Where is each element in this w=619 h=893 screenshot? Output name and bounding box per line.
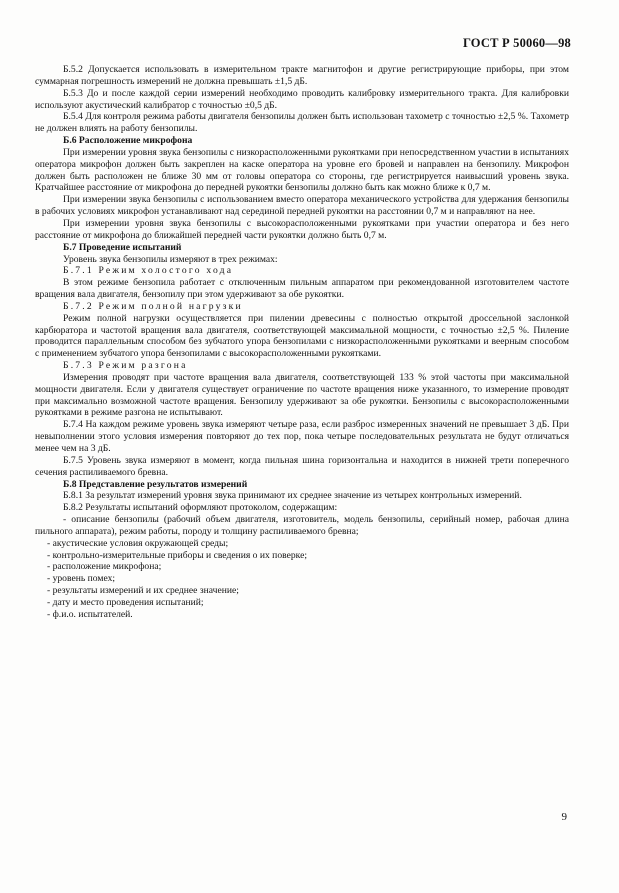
list-item: - расположение микрофона;	[47, 561, 162, 573]
paragraph-b-7-4: Б.7.4 На каждом режиме уровень звука измеряют четыре раза, если разброс измеренных значений не превышает 3 дБ. При невыполнении этого условия измерения повторяют до тех пор, пока четыре последовательных результата не будут отличаться менее чем на 3 дБ.	[35, 419, 569, 454]
paragraph-b-5-4: Б.5.4 Для контроля режима работы двигателя бензопилы должен быть использован тахометр с точностью ±2,5 %. Тахометр не должен влиять на работу бензопилы.	[35, 111, 569, 135]
list-item-description: - описание бензопилы (рабочий объем двигателя, изготовитель, модель бензопилы, серийный номер, рабочая длина пильного аппарата), режим работы, породу и толщину распиливаемого бревна;	[35, 514, 569, 537]
list-item: - уровень помех;	[47, 573, 116, 585]
paragraph-b-6-2: При измерении звука бензопилы с использованием вместо оператора механического устройства для удержания бензопилы в рабочих условиях микрофон устанавливают над серединой передней рукоятки на расстоянии 0,7 м и направляют на нее.	[35, 194, 569, 218]
subheading-b-7-1: Б.7.1 Режим холостого хода	[63, 265, 234, 277]
list-item: - акустические условия окружающей среды;	[47, 537, 229, 549]
list-item: - дату и место проведения испытаний;	[47, 596, 204, 608]
paragraph-b-7-intro: Уровень звука бензопилы измеряют в трех режимах:	[63, 253, 278, 265]
section-heading-b-6: Б.6 Расположение микрофона	[63, 135, 193, 147]
page-number: 9	[561, 811, 567, 823]
paragraph-b-7-5: Б.7.5 Уровень звука измеряют в момент, когда пильная шина горизонтальна и находится в нижней трети поперечного сечения распиливаемого бревна.	[35, 454, 569, 478]
document-header: ГОСТ Р 50060—98	[462, 36, 571, 50]
subheading-b-7-3: Б.7.3 Режим разгона	[63, 360, 188, 372]
list-item: - ф.и.о. испытателей.	[47, 608, 133, 620]
subheading-b-7-2: Б.7.2 Режим полной нагрузки	[63, 300, 243, 312]
document-body	[35, 64, 569, 621]
paragraph-b-7-3: Измерения проводят при частоте вращения вала двигателя, соответствующей 133 % этой частоты при максимальной мощности двигателя. Если у двигателя существует ограничение по частоте вращения ниже указанного, то измерение проводят при максимально возможной частоте вращения. Бензопилу удерживают за обе рукоятки. Бензопилы с высокорасположенными рукоятками в режиме разгона не испытывают.	[35, 371, 569, 419]
section-heading-b-8: Б.8 Представление результатов измерений	[63, 478, 248, 490]
paragraph-b-5-2: Б.5.2 Допускается использовать в измерительном тракте магнитофон и другие регистрирующие приборы, при этом суммарная погрешность измерений не должна превышать ±1,5 дБ.	[35, 64, 569, 87]
paragraph-b-8-2: Б.8.2 Результаты испытаний оформляют протоколом, содержащим:	[63, 502, 338, 514]
paragraph-b-6-3: При измерении уровня звука бензопилы с высокорасположенными рукоятками при участии оператора и без него расстояние от микрофона до ближайшей передней части рукоятки должно быть 0,7 м.	[35, 217, 569, 241]
paragraph-b-8-1: Б.8.1 За результат измерений уровня звука принимают их среднее значение из четырех контрольных измерений.	[63, 490, 522, 502]
list-item: - контрольно-измерительные приборы и сведения о их поверке;	[47, 549, 307, 561]
paragraph-b-5-3: Б.5.3 До и после каждой серии измерений необходимо проводить калибровку измерительного тракта. Для калибровки используют акустический калибратор с точностью ±0,5 дБ.	[35, 87, 569, 111]
paragraph-b-7-1: В этом режиме бензопила работает с отключенным пильным аппаратом при рекомендованной изготовителем частоте вращения вала двигателя, бензопилу при этом удерживают за обе рукоятки.	[35, 277, 569, 301]
section-heading-b-7: Б.7 Проведение испытаний	[63, 241, 182, 253]
list-item: - результаты измерений и их среднее значение;	[47, 585, 239, 597]
paragraph-b-6-1: При измерении уровня звука бензопилы с низкорасположенными рукоятками при непосредственном участии в испытаниях оператора микрофон должен быть закреплен на каске оператора на уровне его бровей и направлен на бензопилу. Микрофон должен быть расположен не ближе 30 мм от головы оператора со стороны, где регистрируется наивысший уровень звука. Кратчайшее расстояние от микрофона до передней рукоятки бензопилы должно быть как можно ближе к 0,7 м.	[35, 146, 569, 194]
paragraph-b-7-2: Режим полной нагрузки осуществляется при пилении древесины с полностью открытой дроссельной заслонкой карбюратора и частотой вращения вала двигателя, соответствующей максимальной мощности, с точностью ±2,5 %. Пиление проводится параллельным способом без зубчатого упора бензопилами с низкорасположенными рукоятками и веерным способом с применением зубчатого упора бензопилами с высокорасположенными рукоятками.	[35, 312, 569, 360]
